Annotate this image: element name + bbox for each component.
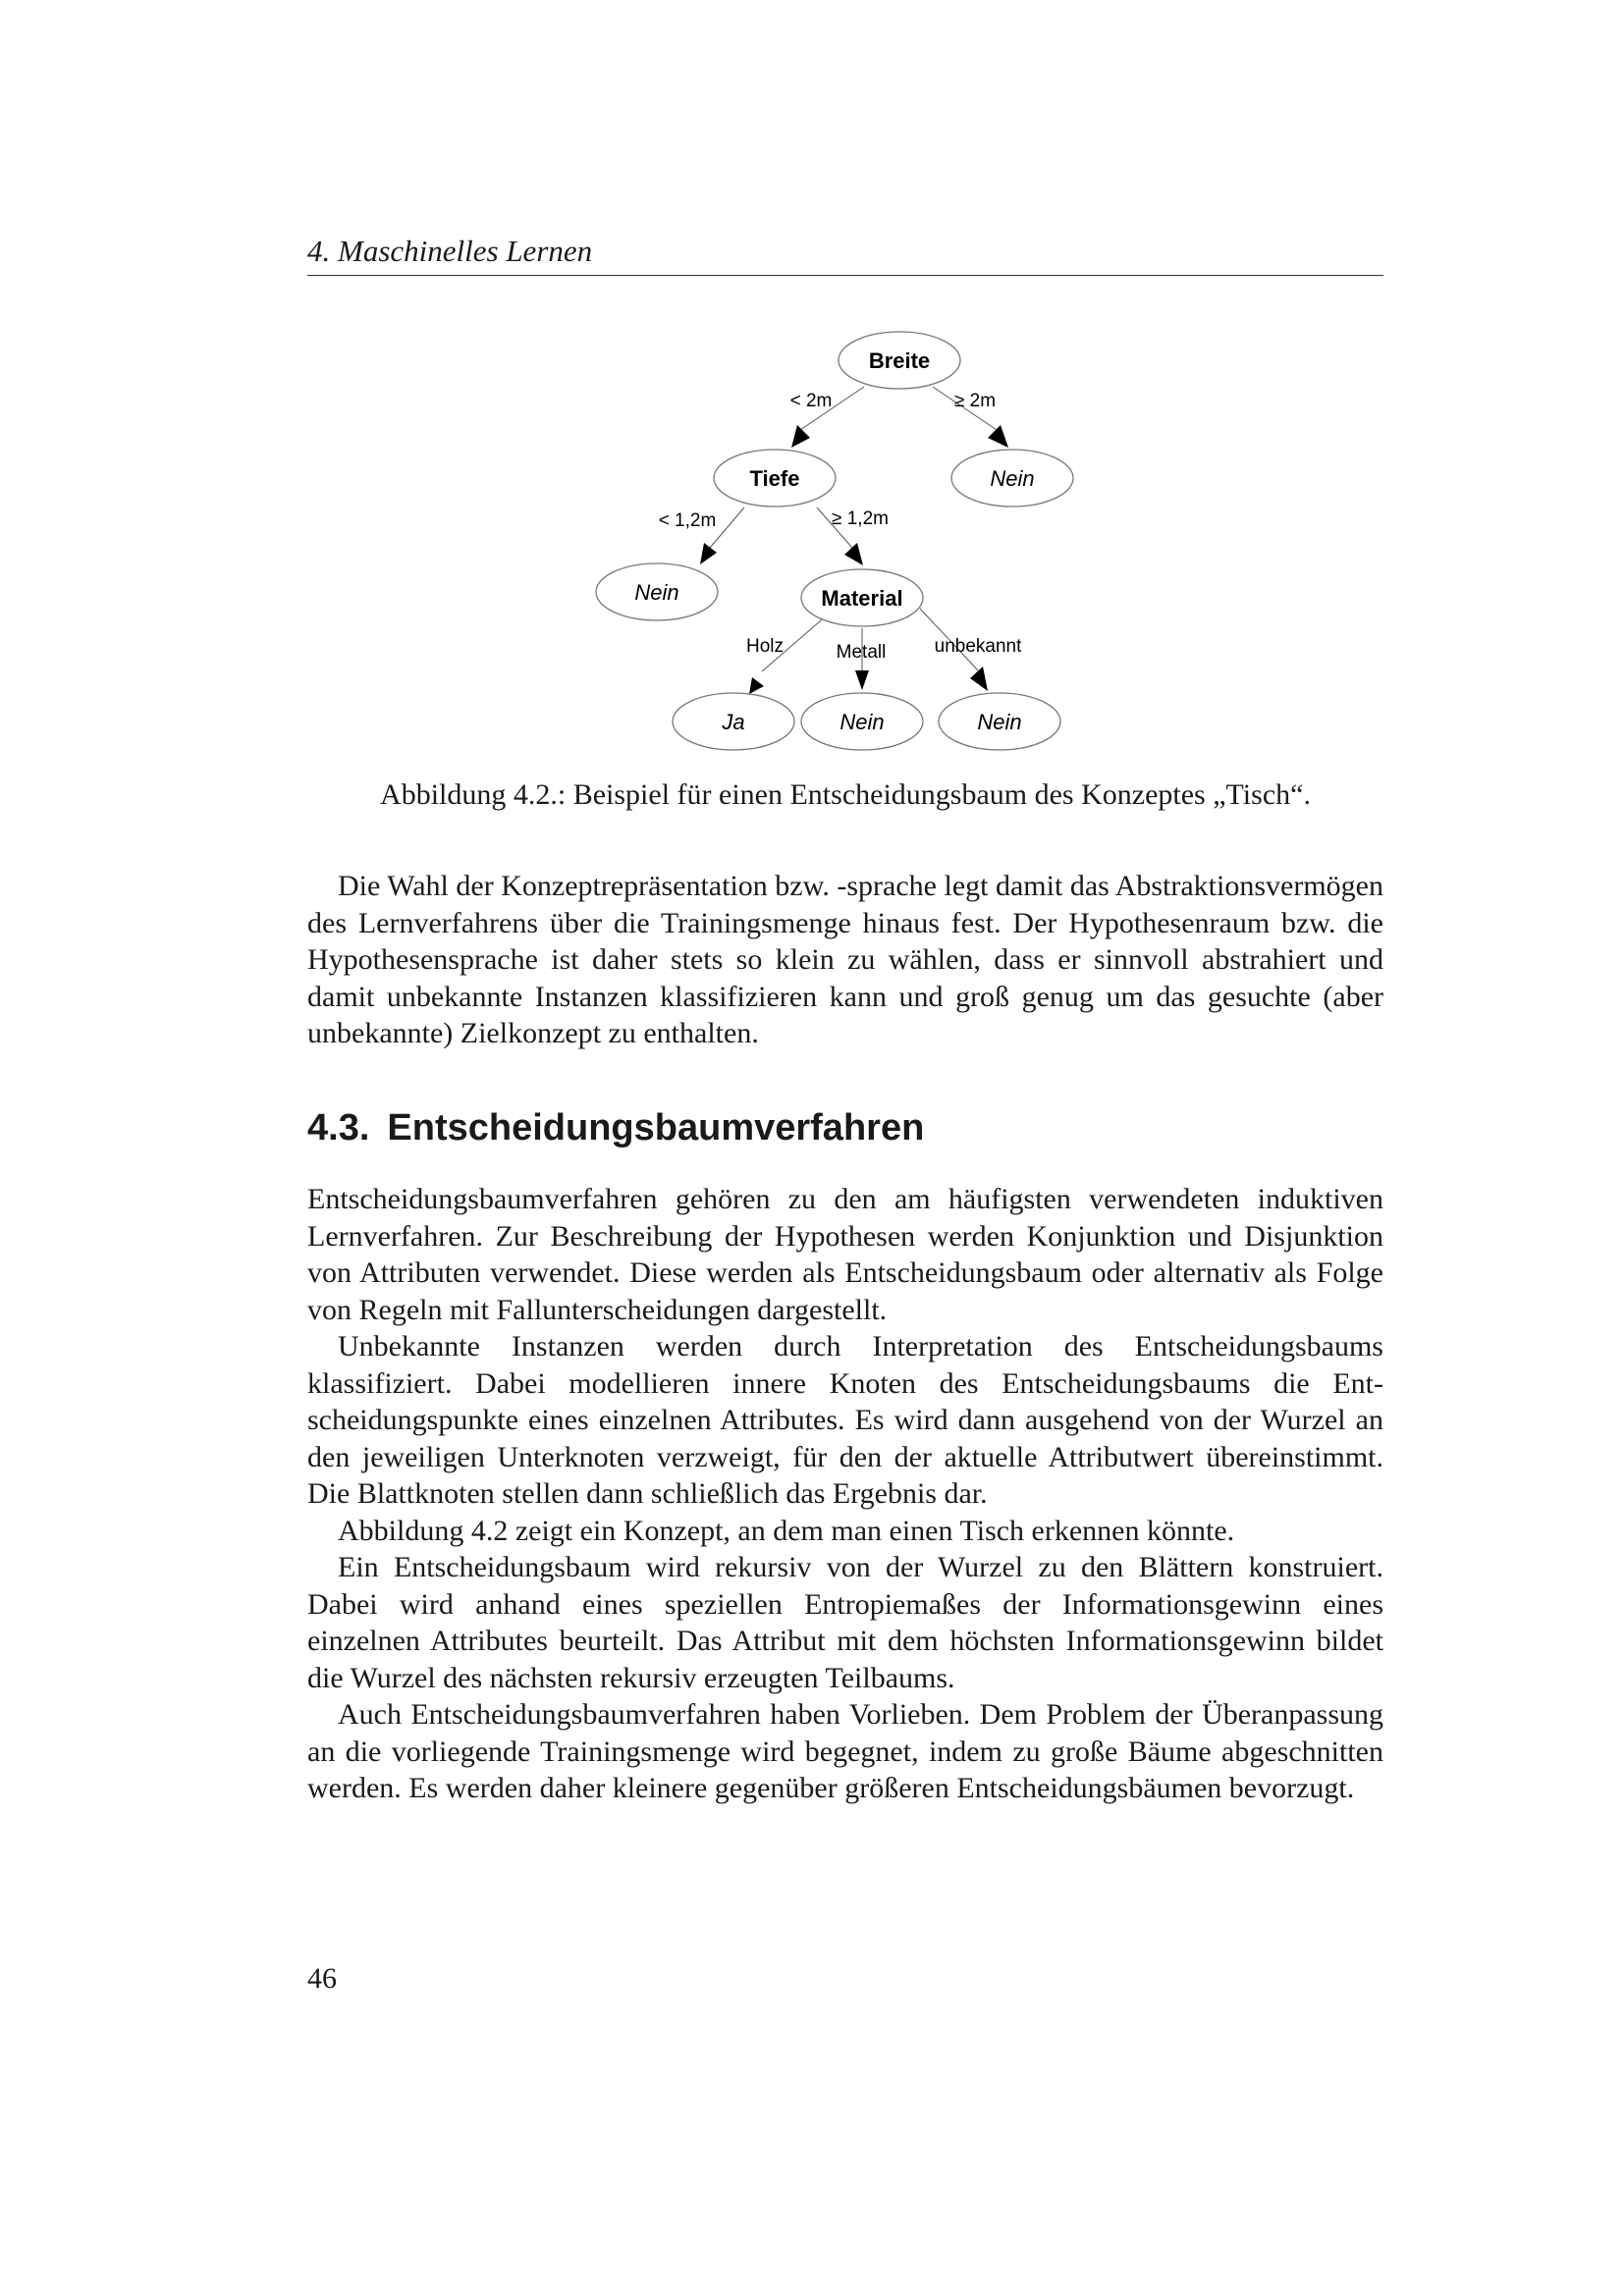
node-ja — [673, 693, 794, 750]
edge-label-tiefe-lt: < 1,2m — [658, 510, 717, 531]
decision-tree-diagram — [589, 330, 1080, 772]
section-number: 4.3. — [307, 1107, 370, 1148]
page-number — [307, 1959, 337, 1999]
running-head — [307, 232, 1383, 276]
node-nein-breite-label: Nein — [990, 466, 1035, 491]
body-paragraph: Abbildung 4.2 zeigt ein Konzept, an dem man einen Tisch erkennen könnte. — [338, 1514, 1235, 1547]
edge-label-unbekannt: unbekannt — [934, 636, 1022, 657]
body-paragraph: Ein Entscheidungsbaum wird rekursiv von der Wurzel zu den Blättern konstruiert. Dabei wird anhand eines speziellen Entropiemaßes der Informationsgewinn eines einzelnen Attributes beurteilt. Das Attribut mit dem höchsten Informationsgewinn bildet die Wurzel des nächsten rekursiv erzeugten Teilbaums. — [307, 1551, 1383, 1694]
node-breite-label: Breite — [868, 348, 931, 373]
edge-label-metall: Metall — [836, 642, 887, 663]
intro-text — [307, 868, 1383, 1052]
section-title: Entscheidungsbaumverfahren — [387, 1107, 925, 1148]
node-breite — [839, 332, 960, 389]
edge-tiefe-material-arrowhead — [844, 543, 863, 565]
body-paragraph: Entscheidungsbaumverfahren gehören zu den am häufigsten verwendeten induktiven Lernverfahren. Zur Beschreibung der Hypothesen werden Konjunktion und Disjunktion von Attributen verwendet. Diese werden als Entscheidungsbaum oder alternativ als Folge von Regeln mit Fallunterscheidungen dargestellt. — [307, 1183, 1383, 1326]
node-nein-unbekannt-label: Nein — [977, 710, 1022, 734]
node-nein-metall — [801, 693, 923, 750]
edge-label-breite-ge: ≥ 2m — [953, 391, 997, 411]
node-nein-unbekannt — [939, 693, 1060, 750]
node-material-label: Material — [821, 586, 903, 611]
node-material — [801, 569, 923, 626]
section-body — [307, 1181, 1383, 1807]
body-paragraph: Unbekannte Instanzen werden durch Interpretation des Entscheidungsbaums klassifiziert. Dabei modellieren innere Knoten des Entscheidungsbaums die Entscheidungspunkte eines einzelnen Attributes. Es wird dann ausgehend von der Wurzel an den jeweiligen Unterknoten verzweigt, für den der aktuelle Attributwert übereinstimmt. Die Blattknoten stellen dann schließlich das Ergebnis dar. — [307, 1330, 1383, 1510]
intro-paragraph: Die Wahl der Konzeptrepräsentation bzw. -sprache legt damit das Abstraktionsvermögen des Lernverfahrens über die Trainingsmenge hinaus fest. Der Hypothesenraum bzw. die Hypothesensprache ist daher stets so klein zu wählen, dass er sinnvoll abstrahiert und damit unbekannte Instanzen klassifizieren kann und groß genug um das gesuchte (aber unbekannte) Zielkonzept zu enthalten. — [307, 870, 1383, 1049]
running-title: 4. Maschinelles Lernen — [307, 234, 593, 268]
figure-caption — [307, 775, 1383, 815]
section-heading — [307, 1104, 1383, 1151]
node-tiefe-label: Tiefe — [749, 466, 800, 491]
edge-material-unbekannt-arrowhead — [970, 667, 988, 691]
node-nein-breite — [951, 450, 1073, 507]
edge-material-ja-arrowhead — [749, 677, 764, 694]
figure-caption-text: Abbildung 4.2.: Beispiel für einen Entscheidungsbaum des Konzeptes „Tisch“. — [380, 778, 1311, 811]
node-nein-tiefe — [596, 563, 718, 620]
edge-label-holz: Holz — [745, 636, 785, 657]
body-paragraph: Auch Entscheidungsbaumverfahren haben Vorlieben. Dem Problem der Überanpassung an die vorliegende Trainingsmenge wird begegnet, indem zu große Bäume abgeschnitten werden. Es werden daher kleinere gegenüber größeren Entscheidungsbäumen bevorzugt. — [307, 1698, 1383, 1804]
edge-breite-tiefe-arrowhead — [791, 425, 810, 448]
page-number-text: 46 — [307, 1962, 337, 1995]
edge-label-tiefe-ge: ≥ 1,2m — [832, 508, 889, 529]
decision-tree-figure — [589, 330, 1080, 772]
edge-label-breite-lt: < 2m — [789, 391, 833, 411]
node-nein-metall-label: Nein — [839, 710, 885, 734]
node-ja-label: Ja — [722, 710, 745, 734]
edge-material-metall-arrowhead — [855, 670, 869, 690]
edge-tiefe-nein-arrowhead — [700, 543, 717, 564]
node-nein-tiefe-label: Nein — [634, 580, 679, 605]
edge-breite-nein-arrowhead — [988, 425, 1008, 448]
node-tiefe — [714, 450, 836, 507]
